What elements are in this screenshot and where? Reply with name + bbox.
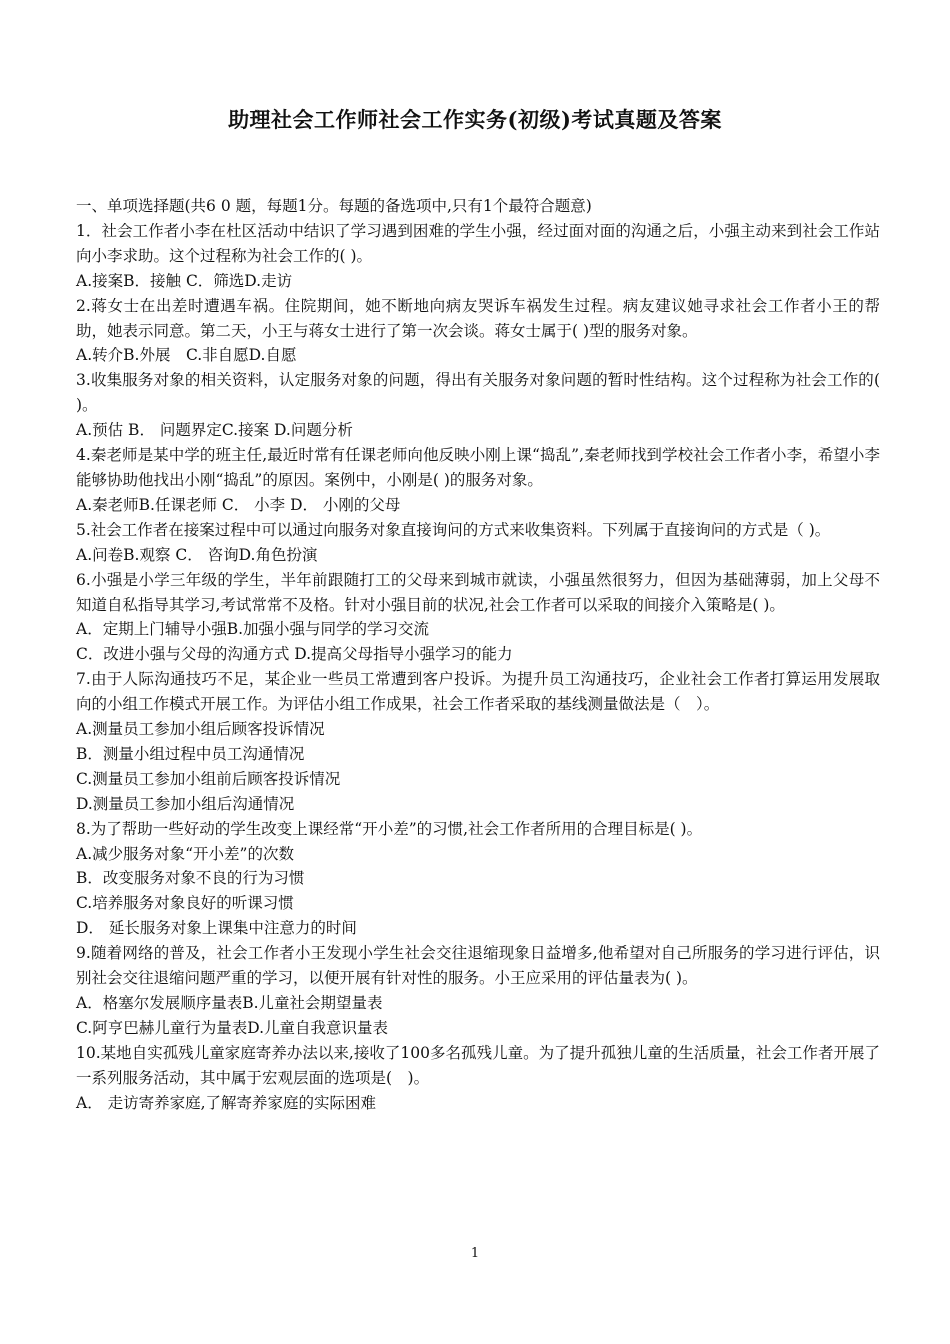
question-option-a: A.测量员工参加小组后顾客投诉情况 xyxy=(76,720,325,739)
question-1 xyxy=(76,219,880,294)
question-option-b: B．测量小组过程中员工沟通情况 xyxy=(76,744,305,763)
question-stem: 1．社会工作者小李在杜区活动中结识了学习遇到困难的学生小强，经过面对面的沟通之后，小强主动来到社会工作站向小李求助。这个过程称为社会工作的( )。 xyxy=(76,221,880,265)
question-9 xyxy=(76,941,880,1041)
question-option-cd: C．改进小强与父母的沟通方式 D.提高父母指导小强学习的能力 xyxy=(76,645,513,664)
question-option-b: B．改变服务对象不良的行为习惯 xyxy=(76,869,305,888)
question-stem: 9.随着网络的普及，社会工作者小王发现小学生社会交往退缩现象日益增多,他希望对自己所服务的学习进行评估，识别社会交往退缩问题严重的学习，以便开展有针对性的服务。小王应采用的评估量表为( )。 xyxy=(76,944,880,988)
question-option-ab: A．格塞尔发展顺序量表B.儿童社会期望量表 xyxy=(76,994,383,1012)
document-title: 助理社会工作师社会工作实务(初级)考试真题及答案 xyxy=(228,107,722,132)
question-option-c: C.培养服务对象良好的听课习惯 xyxy=(76,894,294,913)
question-stem: 8.为了帮助一些好动的学生改变上课经常“开小差”的习惯,社会工作者所用的合理目标是( )。 xyxy=(76,819,703,838)
question-option-cd: C.阿亨巴赫儿童行为量表D.儿童自我意识量表 xyxy=(76,1018,389,1037)
question-options: A.预估 B． 问题界定C.接案 D.问题分析 xyxy=(76,421,353,440)
question-stem: 4.秦老师是某中学的班主任,最近时常有任课老师向他反映小刚上课“捣乱”,秦老师找到学校社会工作者小李，希望小李能够协助他找出小刚“捣乱”的原因。案例中，小刚是( )的服务对象。 xyxy=(76,446,880,489)
question-option-a: A． 走访寄养家庭,了解寄养家庭的实际困难 xyxy=(76,1093,377,1112)
question-options: A.转介B.外展 C.非自愿D.自愿 xyxy=(76,346,297,365)
question-6 xyxy=(76,568,880,668)
question-option-d: D.测量员工参加小组后沟通情况 xyxy=(76,794,295,813)
question-options: A.接案B．接触 C．筛选D.走访 xyxy=(76,271,293,290)
question-7 xyxy=(76,667,880,816)
question-3 xyxy=(76,368,880,443)
question-4 xyxy=(76,443,880,518)
question-10 xyxy=(76,1041,880,1116)
question-8 xyxy=(76,817,880,942)
question-2 xyxy=(76,294,880,369)
question-stem: 6.小强是小学三年级的学生，半年前跟随打工的父母来到城市就读，小强虽然很努力，但因为基础薄弱，加上父母不知道自私指导其学习,考试常常不及格。针对小强目前的状况,社会工作者可以采取的间接介入策略是( )。 xyxy=(76,570,880,614)
question-options: A.问卷B.观察 C． 咨询D.角色扮演 xyxy=(76,545,318,564)
question-stem: 5.社会工作者在接案过程中可以通过向服务对象直接询问的方式来收集资料。下列属于直接询问的方式是（ )。 xyxy=(76,520,831,539)
question-option-ab: A．定期上门辅导小强B.加强小强与同学的学习交流 xyxy=(76,620,430,639)
question-option-d: D． 延长服务对象上课集中注意力的时间 xyxy=(76,919,357,938)
question-5 xyxy=(76,518,880,568)
question-stem: 10.某地自实孤残儿童家庭寄养办法以来,接收了100多名孤残儿童。为了提升孤独儿童的生活质量，社会工作者开展了一系列服务活动，其中属于宏观层面的选项是( )。 xyxy=(76,1043,880,1087)
section-heading: 一、单项选择题(共6 0 题，每题1分。每题的备选项中,只有1个最符合题意) xyxy=(76,197,592,215)
document-body xyxy=(76,194,880,1116)
question-options: A.秦老师B.任课老师 C． 小李 D． 小刚的父母 xyxy=(76,495,401,514)
question-stem: 3.收集服务对象的相关资料，认定服务对象的问题，得出有关服务对象问题的暂时性结构。这个过程称为社会工作的( )。 xyxy=(76,371,880,415)
question-option-c: C.测量员工参加小组前后顾客投诉情况 xyxy=(76,769,341,788)
question-stem: 7.由于人际沟通技巧不足，某企业一些员工常遭到客户投诉。为提升员工沟通技巧，企业社会工作者打算运用发展取向的小组工作模式开展工作。为评估小组工作成果，社会工作者采取的基线测量做法是（ ）。 xyxy=(76,670,880,714)
page-number: 1 xyxy=(470,1246,480,1261)
question-stem: 2.蒋女士在出差时遭遇车祸。住院期间，她不断地向病友哭诉车祸发生过程。病友建议她寻求社会工作者小王的帮助，她表示同意。第二天，小王与蒋女士进行了第一次会谈。蒋女士属于( )型的服务对象。 xyxy=(76,296,880,340)
question-option-a: A.减少服务对象“开小差”的次数 xyxy=(76,844,294,863)
